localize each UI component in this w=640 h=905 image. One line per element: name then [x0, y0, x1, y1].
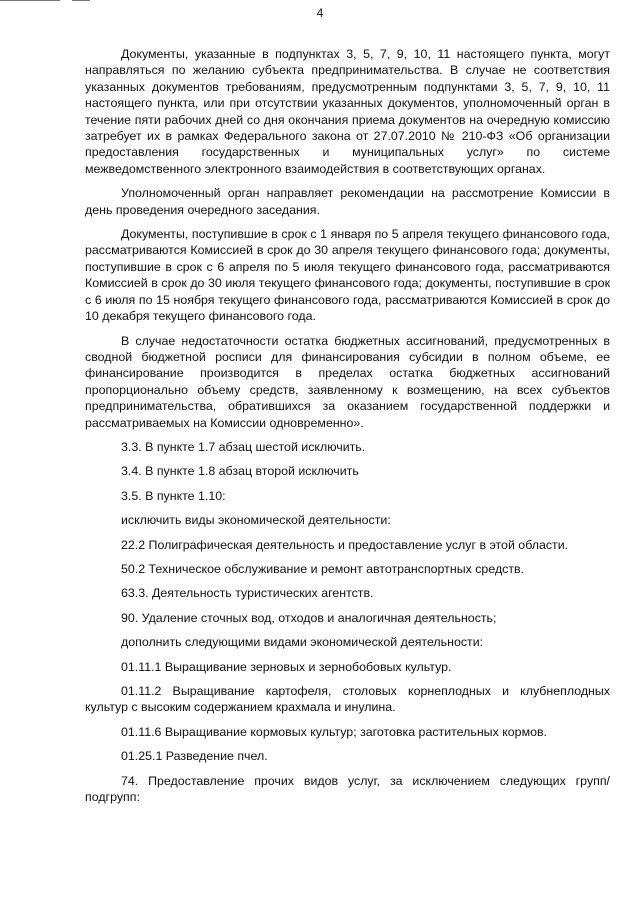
- activity-90: 90. Удаление сточных вод, отходов и аналогичная деятельность;: [121, 610, 497, 625]
- clause-3-3: 3.3. В пункте 1.7 абзац шестой исключить.: [121, 439, 366, 454]
- activity-22-2: 22.2 Полиграфическая деятельность и предоставление услуг в этой области.: [121, 537, 569, 552]
- activity-01-11-2: 01.11.2 Выращивание картофеля, столовых корнеплодных и клубнеплодных культур с высоким содержанием крахмала и инулина.: [85, 684, 610, 715]
- activity-01-11-1: 01.11.1 Выращивание зерновых и зернобобовых культур.: [121, 659, 452, 674]
- clause-3-4: 3.4. В пункте 1.8 абзац второй исключить: [121, 464, 359, 479]
- scan-edge-mark: [0, 0, 60, 1]
- page-number: 4: [316, 6, 324, 20]
- document-body: [85, 46, 610, 813]
- paragraph-insufficient-funds: В случае недостаточности остатка бюджетных ассигнований, предусмотренных в сводной бюджетной росписи для финансирования субсидии в полном объеме, ее финансирование производится в пределах остатка бюджетных ассигнований пропорционально объему средств, заявленному к возмещению, на всех субъектов предпринимательства, обратившихся за оказанием государственной поддержки и рассматриваемых на Комиссии одновременно».: [85, 333, 610, 430]
- activity-01-11-6: 01.11.6 Выращивание кормовых культур; заготовка растительных кормов.: [121, 724, 547, 739]
- add-heading: дополнить следующими видами экономической деятельности:: [121, 635, 484, 650]
- paragraph-review-deadlines: Документы, поступившие в срок с 1 января по 5 апреля текущего финансового года, рассматриваются Комиссией в срок до 30 апреля текущего финансового года; документы, поступившие в срок с 6 апреля по 5 июля текущего финансового года, рассматриваются Комиссией в срок до 30 июля текущего финансового года; документы, поступившие в срок с 6 июля по 15 ноября текущего финансового года, рассматриваются Комиссией в срок до 10 декабря текущего финансового года.: [85, 227, 610, 324]
- paragraph-recommendations: Уполномоченный орган направляет рекомендации на рассмотрение Комиссии в день проведения очередного заседания.: [85, 186, 610, 217]
- clause-3-5: 3.5. В пункте 1.10:: [121, 488, 226, 503]
- activity-01-25-1: 01.25.1 Разведение пчел.: [121, 749, 268, 764]
- paragraph-documents-optional: Документы, указанные в подпунктах 3, 5, 7, 9, 10, 11 настоящего пункта, могут направляться по желанию субъекта предпринимательства. В случае не соответствия указанных документов требованиям, предусмотренным подпунктами 3, 5, 7, 9, 10, 11 настоящего пункта, или при отсутствии указанных документов, уполномоченный орган в течение пяти рабочих дней со дня окончания приема документов на очередную комиссию затребует их в рамках Федерального закона от 27.07.2010 № 210-ФЗ «Об организации предоставления государственных и муниципальных услуг» по системе межведомственного электронного взаимодействия в соответствующих органах.: [85, 47, 610, 176]
- exclude-heading: исключить виды экономической деятельности:: [121, 513, 391, 528]
- activity-63-3: 63.3. Деятельность туристических агентств.: [121, 586, 374, 601]
- scan-edge-mark: [72, 0, 90, 1]
- activity-74: 74. Предоставление прочих видов услуг, за исключением следующих групп/подгрупп:: [85, 773, 610, 805]
- activity-50-2: 50.2 Техническое обслуживание и ремонт автотранспортных средств.: [121, 561, 525, 576]
